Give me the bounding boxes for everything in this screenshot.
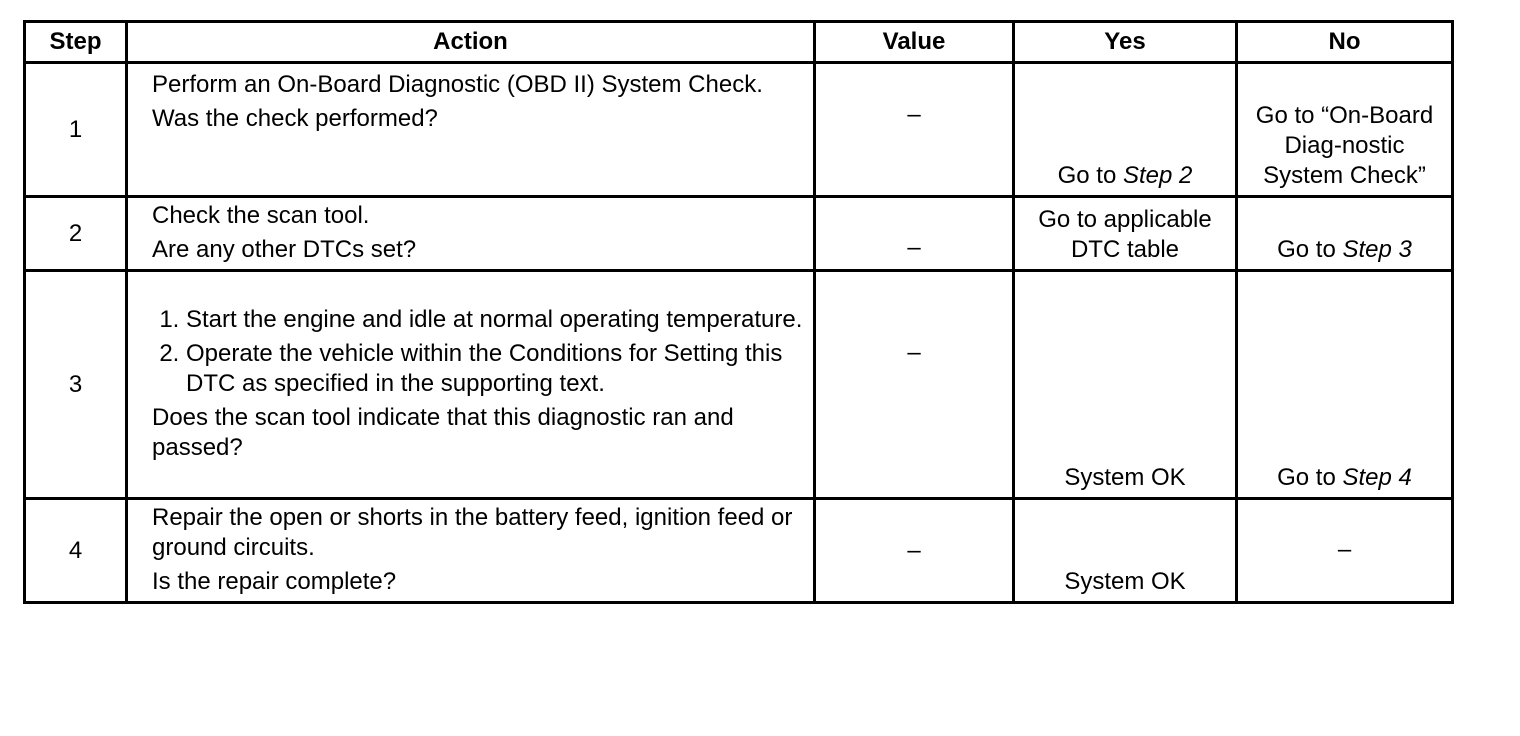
table-row bbox=[25, 499, 1453, 603]
table-row bbox=[25, 63, 1453, 197]
value-text: – bbox=[907, 536, 921, 564]
yes-cell bbox=[1014, 63, 1237, 197]
yes-cell bbox=[1014, 271, 1237, 499]
action-list-item: 2. Operate the vehicle within the Conditions for Setting this DTC as specified in the supporting text. bbox=[186, 339, 805, 399]
step-number: 2 bbox=[25, 197, 127, 271]
action-text: Repair the open or shorts in the battery feed, ignition feed or ground circuits. bbox=[152, 503, 793, 561]
value-text: – bbox=[907, 101, 921, 128]
table-row bbox=[25, 271, 1453, 499]
no-text: – bbox=[1337, 535, 1352, 563]
no-prefix: Go to bbox=[1277, 464, 1343, 491]
yes-text: System OK bbox=[1064, 464, 1186, 491]
no-text: Go to “On-Board Diag-nostic System Check” bbox=[1255, 102, 1434, 189]
value-text: – bbox=[907, 234, 921, 261]
action-question: Is the repair complete? bbox=[152, 567, 397, 595]
yes-text: System OK bbox=[1064, 568, 1186, 595]
diagnostic-table bbox=[23, 20, 1454, 604]
action-list-item: 1. Start the engine and idle at normal operating temperature. bbox=[186, 305, 805, 335]
value-text: – bbox=[907, 339, 921, 366]
action-cell bbox=[127, 197, 815, 271]
action-text: Check the scan tool. bbox=[152, 201, 370, 229]
action-question: Does the scan tool indicate that this diagnostic ran and passed? bbox=[152, 403, 734, 461]
yes-cell bbox=[1014, 499, 1237, 603]
no-cell bbox=[1237, 63, 1453, 197]
header-no: No bbox=[1237, 22, 1453, 63]
value-cell bbox=[815, 271, 1014, 499]
header-value: Value bbox=[815, 22, 1014, 63]
action-question: Was the check performed? bbox=[152, 105, 438, 132]
header-step: Step bbox=[25, 22, 127, 63]
no-step-ref: Step 3 bbox=[1342, 236, 1412, 263]
yes-prefix: Go to bbox=[1057, 162, 1123, 189]
no-step-ref: Step 4 bbox=[1342, 464, 1412, 491]
action-question: Are any other DTCs set? bbox=[152, 235, 417, 263]
action-cell bbox=[127, 63, 815, 197]
value-cell bbox=[815, 63, 1014, 197]
value-cell bbox=[815, 499, 1014, 603]
no-prefix: Go to bbox=[1277, 236, 1343, 263]
yes-cell bbox=[1014, 197, 1237, 271]
yes-text: Go to applicable DTC table bbox=[1038, 206, 1212, 263]
header-row bbox=[25, 22, 1453, 63]
header-yes: Yes bbox=[1014, 22, 1237, 63]
header-action: Action bbox=[127, 22, 815, 63]
value-cell bbox=[815, 197, 1014, 271]
no-cell bbox=[1237, 271, 1453, 499]
step-number: 1 bbox=[25, 63, 127, 197]
table-row bbox=[25, 197, 1453, 271]
yes-step-ref: Step 2 bbox=[1122, 162, 1193, 189]
no-cell bbox=[1237, 197, 1453, 271]
action-list bbox=[152, 305, 805, 399]
action-text: Perform an On-Board Diagnostic (OBD II) System Check. bbox=[152, 71, 763, 98]
action-cell bbox=[127, 271, 815, 499]
no-cell bbox=[1237, 499, 1453, 603]
step-number: 4 bbox=[25, 499, 127, 603]
action-cell bbox=[127, 499, 815, 603]
step-number: 3 bbox=[25, 271, 127, 499]
